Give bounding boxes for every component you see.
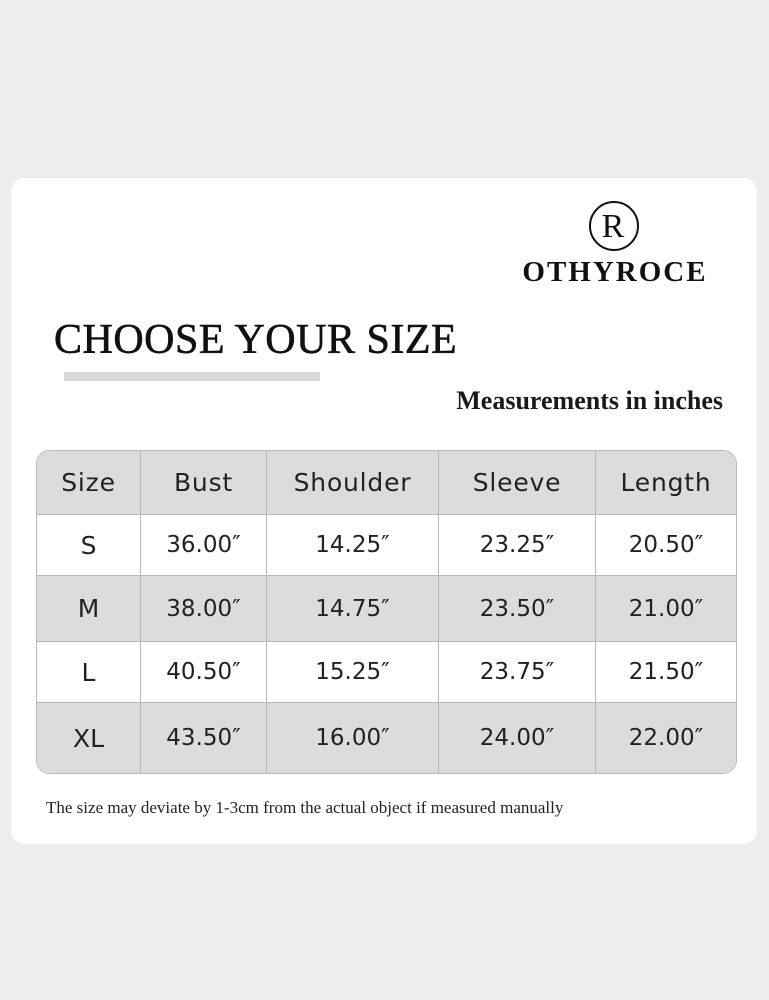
bust-cell: 40.50″ [141, 642, 267, 703]
table-row [37, 642, 736, 703]
sleeve-cell: 23.75″ [439, 642, 596, 703]
length-cell: 22.00″ [596, 703, 736, 773]
measurement-unit-note: Measurements in inches [456, 386, 723, 415]
bust-cell: 38.00″ [141, 576, 267, 642]
bust-cell: 36.00″ [141, 515, 267, 576]
brand-name: OTHYROCE [522, 256, 708, 288]
svg-text:R: R [601, 208, 625, 245]
size-cell: M [37, 576, 141, 642]
header-length: Length [596, 451, 736, 515]
table-row [37, 703, 736, 773]
shoulder-cell: 14.25″ [267, 515, 439, 576]
table-row [37, 515, 736, 576]
table-row [37, 576, 736, 642]
brand-logo-icon [588, 200, 640, 252]
length-cell: 20.50″ [596, 515, 736, 576]
shoulder-cell: 15.25″ [267, 642, 439, 703]
length-cell: 21.00″ [596, 576, 736, 642]
bust-cell: 43.50″ [141, 703, 267, 773]
sleeve-cell: 23.50″ [439, 576, 596, 642]
shoulder-cell: 16.00″ [267, 703, 439, 773]
size-cell: S [37, 515, 141, 576]
sleeve-cell: 24.00″ [439, 703, 596, 773]
title-underline [64, 372, 320, 381]
size-cell: XL [37, 703, 141, 773]
page-title: CHOOSE YOUR SIZE [54, 317, 458, 363]
shoulder-cell: 14.75″ [267, 576, 439, 642]
table-header-row [37, 451, 736, 515]
header-bust: Bust [141, 451, 267, 515]
size-table [36, 450, 737, 774]
length-cell: 21.50″ [596, 642, 736, 703]
header-size: Size [37, 451, 141, 515]
size-cell: L [37, 642, 141, 703]
header-shoulder: Shoulder [267, 451, 439, 515]
measurement-disclaimer: The size may deviate by 1-3cm from the actual object if measured manually [46, 798, 564, 817]
header-sleeve: Sleeve [439, 451, 596, 515]
sleeve-cell: 23.25″ [439, 515, 596, 576]
